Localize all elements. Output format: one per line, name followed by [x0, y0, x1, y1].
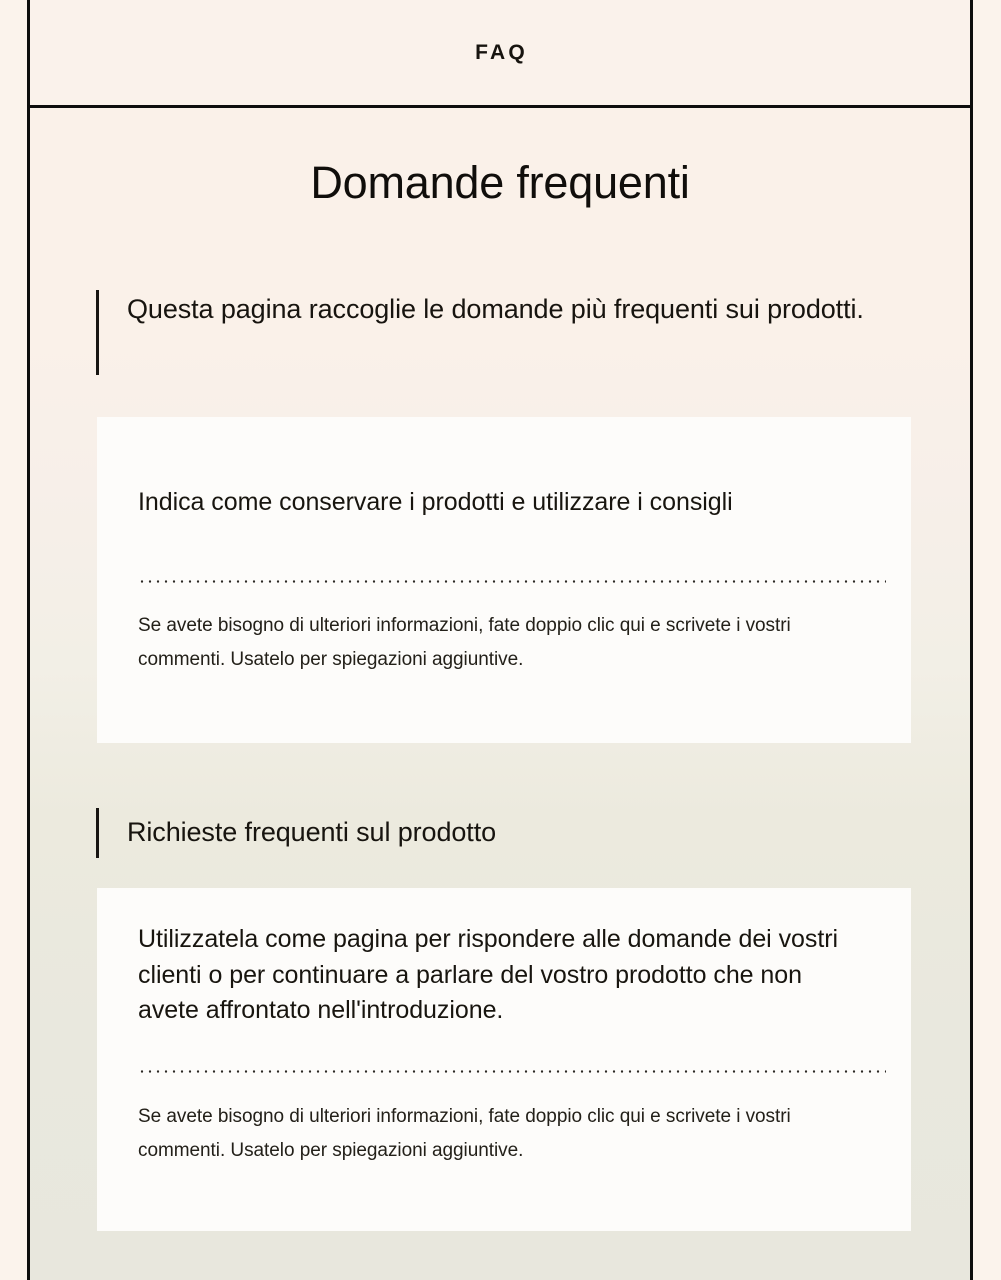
header-title: FAQ: [475, 41, 528, 64]
faq-question: Utilizzatela come pagina per rispondere alle domande dei vostri clienti o per continuare a parlare del vostro prodotto che non avete affrontato nell'introduzione.: [138, 925, 839, 1024]
page-frame: [27, 0, 973, 1280]
page-title: Domande frequenti: [310, 157, 690, 208]
dotted-divider: [138, 1070, 886, 1073]
faq-card[interactable]: [97, 888, 911, 1231]
section-heading: Richieste frequenti sul prodotto: [127, 817, 497, 848]
intro-text: Questa pagina raccoglie le domande più frequenti sui prodotti.: [127, 294, 864, 324]
faq-card[interactable]: [97, 417, 911, 743]
section-heading-block: [96, 808, 896, 858]
dotted-divider: [138, 580, 886, 583]
page-header: [30, 0, 970, 108]
faq-answer: Se avete bisogno di ulteriori informazioni, fate doppio clic qui e scrivete i vostri commenti. Usatelo per spiegazioni aggiuntive.: [138, 615, 791, 670]
page-content: [30, 108, 970, 1280]
intro-block: [96, 290, 896, 375]
faq-answer: Se avete bisogno di ulteriori informazioni, fate doppio clic qui e scrivete i vostri commenti. Usatelo per spiegazioni aggiuntive.: [138, 1106, 791, 1161]
faq-question: Indica come conservare i prodotti e utilizzare i consigli: [138, 488, 733, 516]
